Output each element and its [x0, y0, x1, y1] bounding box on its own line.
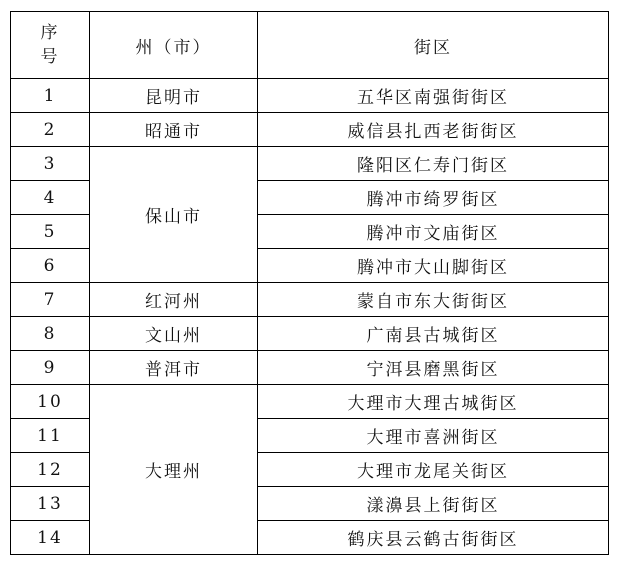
- row-number: 12: [11, 453, 90, 487]
- row-number: 11: [11, 419, 90, 453]
- street-cell: 大理市龙尾关街区: [258, 453, 609, 487]
- row-number: 7: [11, 283, 90, 317]
- street-cell: 漾濞县上街街区: [258, 487, 609, 521]
- table-row: [11, 283, 609, 317]
- prefecture-cell: 普洱市: [90, 351, 258, 385]
- street-cell: 隆阳区仁寿门街区: [258, 147, 609, 181]
- street-cell: 腾冲市绮罗街区: [258, 181, 609, 215]
- row-number: 10: [11, 385, 90, 419]
- street-cell: 腾冲市大山脚街区: [258, 249, 609, 283]
- row-number: 3: [11, 147, 90, 181]
- row-number: 4: [11, 181, 90, 215]
- prefecture-cell: 昭通市: [90, 113, 258, 147]
- header-serial-number: [11, 12, 90, 79]
- street-cell: 大理市喜洲街区: [258, 419, 609, 453]
- table-row: [11, 147, 609, 181]
- table-header-row: [11, 12, 609, 79]
- table-row: [11, 317, 609, 351]
- prefecture-cell: 红河州: [90, 283, 258, 317]
- table-row: [11, 385, 609, 419]
- prefecture-cell: 保山市: [90, 147, 258, 283]
- header-prefecture: 州（市）: [90, 12, 258, 79]
- table-row: [11, 79, 609, 113]
- header-serial-line2: 号: [40, 47, 60, 67]
- street-cell: 鹤庆县云鹤古街街区: [258, 521, 609, 555]
- header-serial-line1: 序: [40, 23, 60, 43]
- street-cell: 宁洱县磨黑街区: [258, 351, 609, 385]
- row-number: 14: [11, 521, 90, 555]
- row-number: 5: [11, 215, 90, 249]
- street-district-table: [10, 11, 609, 555]
- street-cell: 威信县扎西老街街区: [258, 113, 609, 147]
- street-cell: 五华区南强街街区: [258, 79, 609, 113]
- table-row: [11, 351, 609, 385]
- street-cell: 广南县古城街区: [258, 317, 609, 351]
- street-cell: 大理市大理古城街区: [258, 385, 609, 419]
- street-cell: 蒙自市东大街街区: [258, 283, 609, 317]
- row-number: 2: [11, 113, 90, 147]
- prefecture-cell: 大理州: [90, 385, 258, 555]
- row-number: 8: [11, 317, 90, 351]
- table-row: [11, 113, 609, 147]
- row-number: 9: [11, 351, 90, 385]
- prefecture-cell: 昆明市: [90, 79, 258, 113]
- row-number: 6: [11, 249, 90, 283]
- street-cell: 腾冲市文庙街区: [258, 215, 609, 249]
- header-street: 街区: [258, 12, 609, 79]
- row-number: 13: [11, 487, 90, 521]
- row-number: 1: [11, 79, 90, 113]
- prefecture-cell: 文山州: [90, 317, 258, 351]
